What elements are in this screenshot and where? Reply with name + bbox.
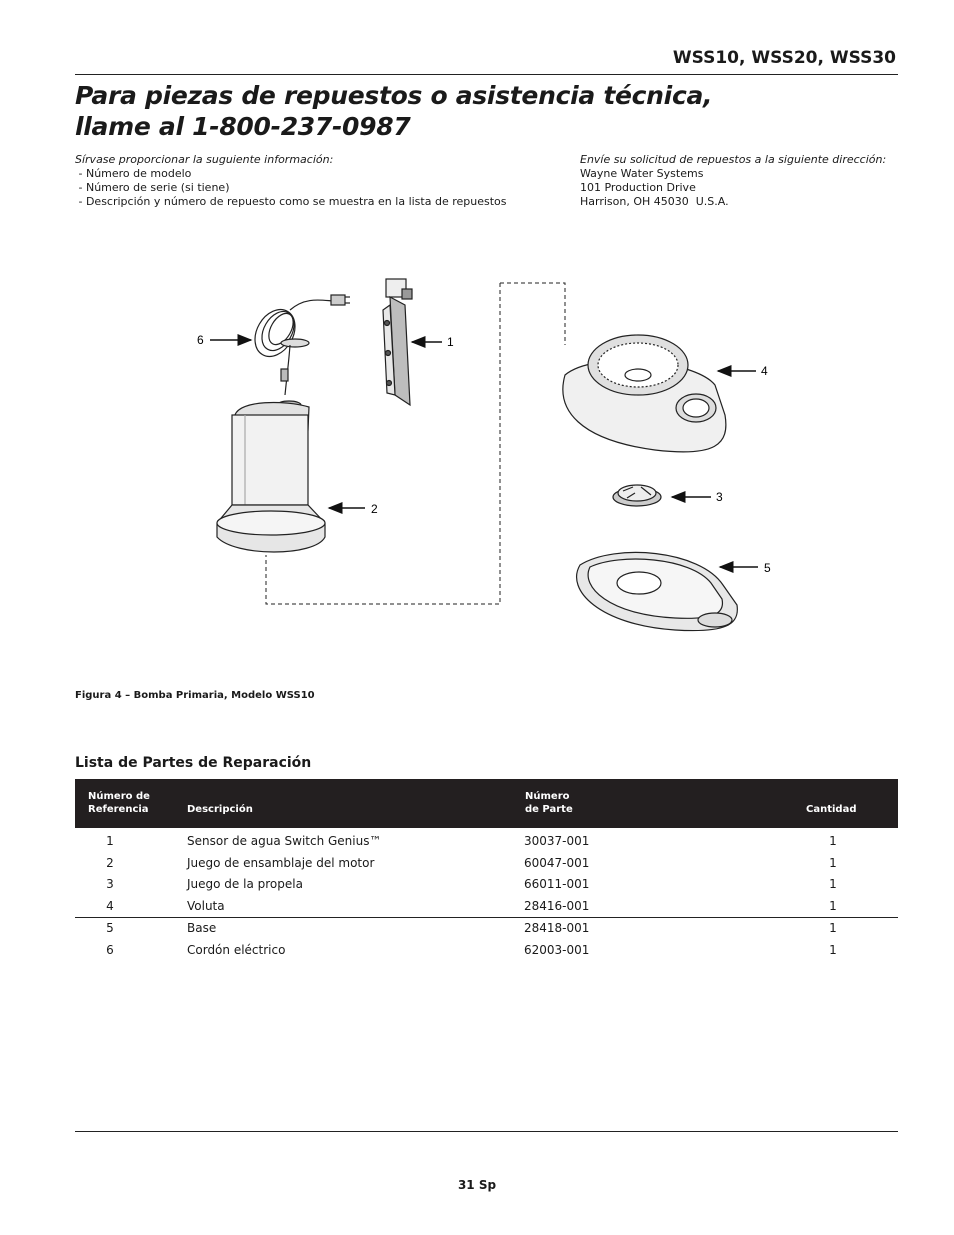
impeller-illustration <box>613 485 661 506</box>
cell-description: Cordón eléctrico <box>187 942 286 957</box>
callout-6: 6 <box>197 333 204 347</box>
table-row <box>75 853 898 875</box>
cell-ref: 1 <box>106 834 114 848</box>
cell-description: Sensor de agua Switch Genius™ <box>187 834 382 848</box>
cell-quantity: 1 <box>829 942 837 957</box>
page-number: 31 Sp <box>457 1178 497 1192</box>
table-row <box>75 917 898 940</box>
cell-part-number: 62003-001 <box>524 942 590 957</box>
callout-2: 2 <box>371 502 378 516</box>
table-row <box>75 831 898 853</box>
title-line-1: Para piezas de repuestos o asistencia técnica, <box>75 81 713 110</box>
col-header-part-line: Número <box>525 791 570 802</box>
info-required-item: - Número de serie (si tiene) <box>75 181 230 194</box>
callout-1: 1 <box>447 335 454 349</box>
switch-sensor-illustration <box>383 279 412 405</box>
address-heading: Envíe su solicitud de repuestos a la siguiente dirección: <box>580 153 887 166</box>
info-required-heading: Sírvase proporcionar la suguiente información: <box>75 153 334 166</box>
col-header-ref-line: Referencia <box>88 804 149 815</box>
motor-assembly-illustration <box>217 401 325 552</box>
table-row <box>75 940 898 962</box>
table-row <box>75 874 898 896</box>
callout-4: 4 <box>761 364 768 378</box>
cell-part-number: 28418-001 <box>524 921 590 935</box>
cell-ref: 6 <box>106 942 114 957</box>
callout-5: 5 <box>764 561 771 575</box>
cell-description: Base <box>187 921 217 935</box>
address-line: 101 Production Drive <box>580 181 696 194</box>
table-row <box>75 896 898 918</box>
base-illustration <box>577 552 738 630</box>
col-header-ref-line: Número de <box>88 791 150 802</box>
cell-description: Voluta <box>187 898 225 913</box>
exploded-parts-diagram <box>75 265 795 665</box>
info-required-item: - Descripción y número de repuesto como se muestra en la lista de repuestos <box>75 195 507 208</box>
parts-list-heading: Lista de Partes de Reparación <box>75 755 312 771</box>
col-header-description: Descripción <box>187 804 253 815</box>
cell-part-number: 30037-001 <box>524 834 590 848</box>
col-header-quantity: Cantidad <box>806 804 857 815</box>
cell-ref: 2 <box>106 855 114 870</box>
figure-caption: Figura 4 – Bomba Primaria, Modelo WSS10 <box>75 690 315 701</box>
cell-part-number: 28416-001 <box>524 898 590 913</box>
col-header-part-number <box>525 790 573 816</box>
info-required-item: - Número de modelo <box>75 167 192 180</box>
cell-quantity: 1 <box>829 834 837 848</box>
assembly-dashed-line <box>266 283 565 604</box>
cell-ref: 5 <box>106 921 114 935</box>
model-header: WSS10, WSS20, WSS30 <box>672 48 896 68</box>
cell-quantity: 1 <box>829 898 837 913</box>
page-title <box>75 80 712 142</box>
mailing-address-block <box>580 153 886 209</box>
col-header-part-line: de Parte <box>525 804 573 815</box>
info-required-block <box>75 153 507 209</box>
address-line: Wayne Water Systems <box>580 167 704 180</box>
cell-description: Juego de ensamblaje del motor <box>187 855 375 870</box>
cell-part-number: 66011-001 <box>524 877 590 891</box>
bottom-divider <box>75 1131 898 1132</box>
parts-table <box>75 779 898 961</box>
address-line: Harrison, OH 45030 U.S.A. <box>580 195 729 208</box>
cell-ref: 4 <box>106 898 114 913</box>
callout-3: 3 <box>716 490 723 504</box>
volute-illustration <box>563 335 726 452</box>
cell-description: Juego de la propela <box>187 877 303 891</box>
cell-quantity: 1 <box>829 921 837 935</box>
parts-table-header <box>75 779 898 828</box>
cell-ref: 3 <box>106 877 114 891</box>
top-divider <box>75 74 898 75</box>
power-cord-illustration <box>247 295 350 395</box>
cell-part-number: 60047-001 <box>524 855 590 870</box>
cell-quantity: 1 <box>829 855 837 870</box>
title-line-2: llame al 1-800-237-0987 <box>75 112 411 141</box>
col-header-ref <box>88 790 150 816</box>
cell-quantity: 1 <box>829 877 837 891</box>
